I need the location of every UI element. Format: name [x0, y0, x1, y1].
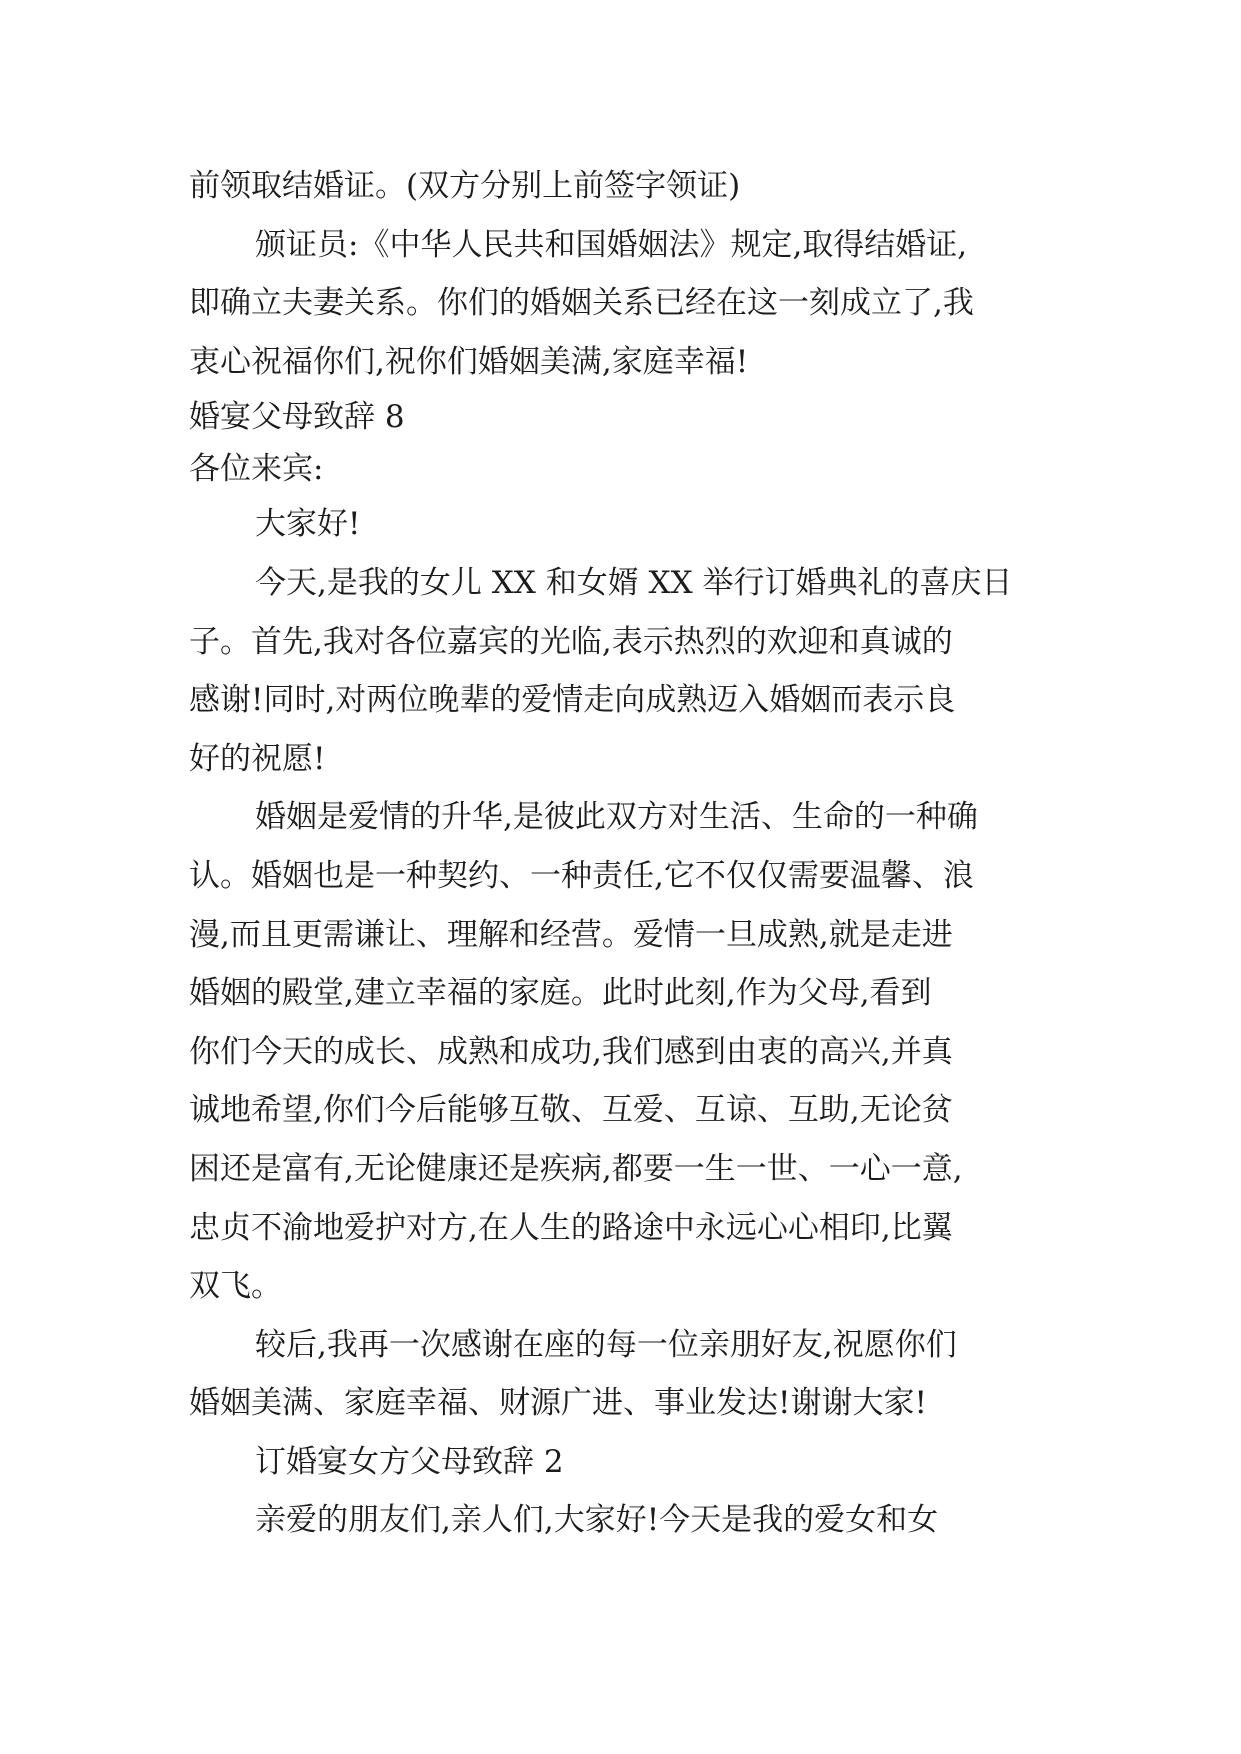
- section-heading: 婚宴父母致辞 8: [189, 399, 405, 436]
- text-line: 婚姻是爱情的升华,是彼此双方对生活、生命的一种确: [255, 799, 978, 836]
- document-body: [189, 157, 1069, 1550]
- greeting: 大家好!: [255, 506, 361, 543]
- text-line: 你们今天的成长、成熟和成功,我们感到由衷的高兴,并真: [189, 1033, 953, 1070]
- text-line: 好的祝愿!: [189, 740, 326, 777]
- text-line: 困还是富有,无论健康还是疾病,都要一生一世、一心一意,: [189, 1150, 963, 1187]
- text-line: 诚地希望,你们今后能够互敬、互爱、互谅、互助,无论贫: [189, 1092, 953, 1129]
- text-line: 双飞。: [189, 1268, 282, 1305]
- text-line: 认。婚姻也是一种契约、一种责任,它不仅仅需要温馨、浪: [189, 857, 974, 894]
- text-line: 漫,而且更需谦让、理解和经营。爱情一旦成熟,就是走进: [189, 916, 953, 953]
- text-line: 颁证员:《中华人民共和国婚姻法》规定,取得结婚证,: [255, 226, 968, 263]
- text-line: 即确立夫妻关系。你们的婚姻关系已经在这一刻成立了,我: [189, 285, 974, 322]
- text-line: 感谢!同时,对两位晚辈的爱情走向成熟迈入婚姻而表示良: [189, 682, 956, 719]
- text-line: 衷心祝福你们,祝你们婚姻美满,家庭幸福!: [189, 343, 749, 380]
- text-line: 子。首先,我对各位嘉宾的光临,表示热烈的欢迎和真诚的: [189, 623, 953, 660]
- text-line: 婚姻美满、家庭幸福、财源广进、事业发达!谢谢大家!: [189, 1385, 927, 1422]
- salutation: 各位来宾:: [189, 451, 324, 488]
- text-line: 亲爱的朋友们,亲人们,大家好!今天是我的爱女和女: [255, 1502, 939, 1539]
- text-line: 今天,是我的女儿 XX 和女婿 XX 举行订婚典礼的喜庆日: [255, 564, 1013, 601]
- text-line: 前领取结婚证。(双方分别上前签字领证): [189, 168, 741, 204]
- section-heading: 订婚宴女方父母致辞 2: [255, 1443, 564, 1480]
- text-line: 忠贞不渝地爱护对方,在人生的路途中永远心心相印,比翼: [189, 1209, 953, 1246]
- text-line: 婚姻的殿堂,建立幸福的家庭。此时此刻,作为父母,看到: [189, 975, 932, 1012]
- text-line: 较后,我再一次感谢在座的每一位亲朋好友,祝愿你们: [255, 1326, 957, 1363]
